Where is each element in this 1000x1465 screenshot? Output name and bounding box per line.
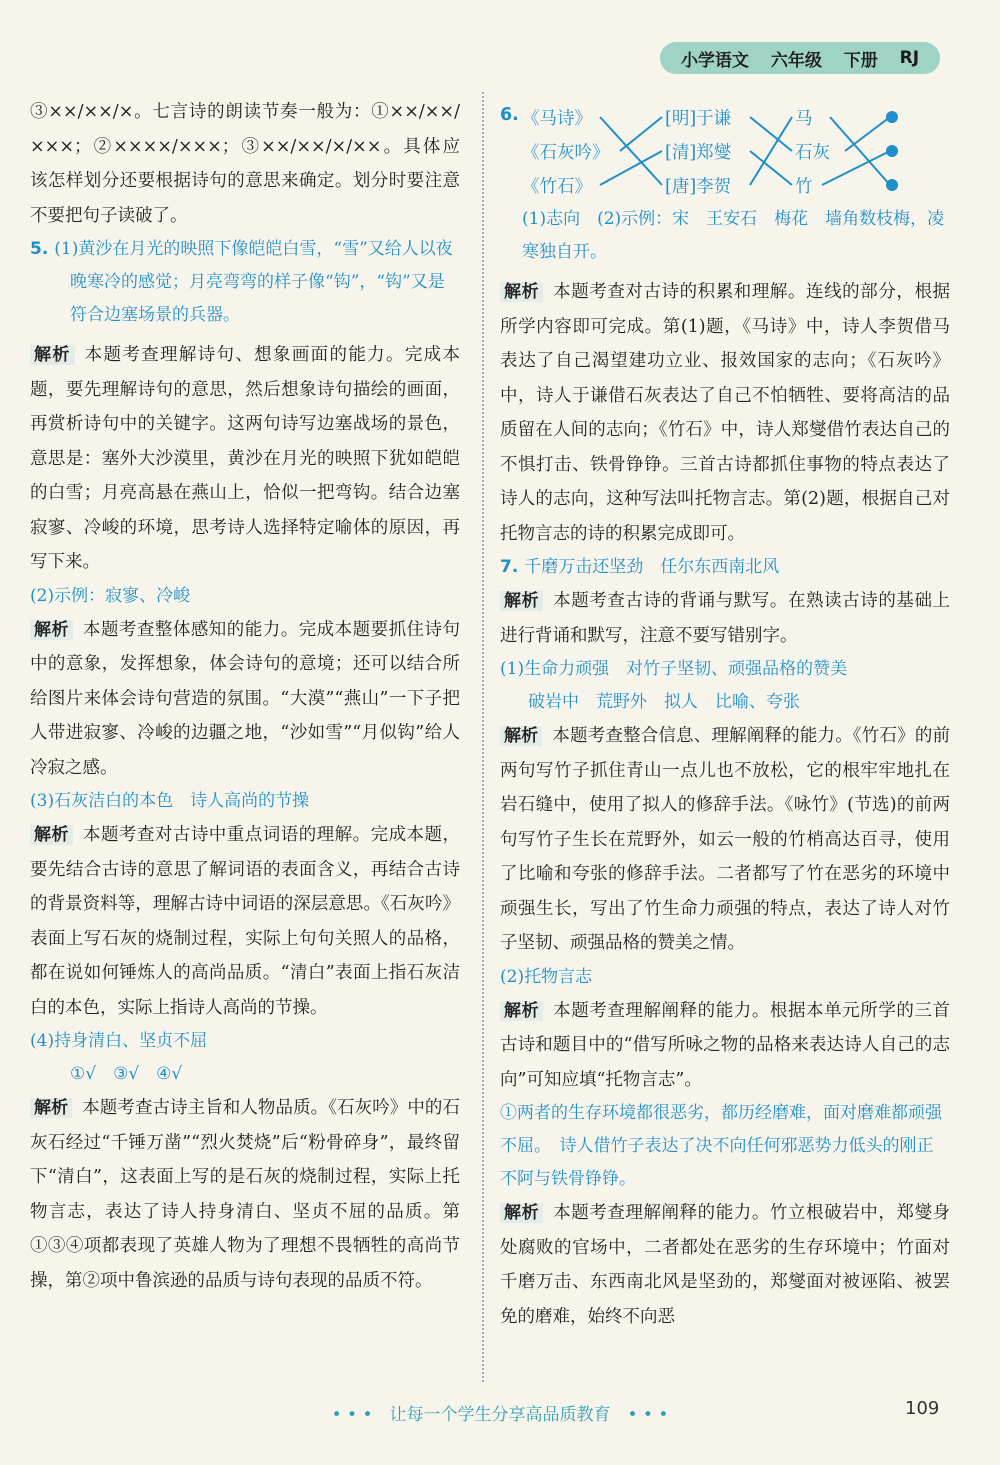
q5-analysis-3 [30, 818, 460, 1025]
analysis-label: 解析 [500, 1001, 543, 1021]
q5-analysis-4-text: 本题考查古诗主旨和人物品质。《石灰吟》中的石灰石经过“千锤万凿”“烈火焚烧”后“粉骨碎身”，最终留下“清白”，这表面上写的是石灰的烧制过程，实际上托物言志，表达了诗人持身清白、坚贞不屈的品质。第①③④项都表现了英雄人物为了理想不畏牺牲的高尚节操，第②项中鲁滨逊的品质与诗句表现的品质不符。 [30, 1098, 461, 1291]
q5-analysis-2-text: 本题考查整体感知的能力。完成本题要抓住诗句中的意象，发挥想象，体会诗句的意境；还可以结合所给图片来体会诗句营造的氛围。“大漠”“燕山”一下子把人带进寂寥、冷峻的边疆之地，“沙如雪”“月似钩”给人冷寂之感。 [30, 619, 461, 778]
match-author-2: [清]郑燮 [665, 143, 732, 163]
q7-answer-1 [500, 551, 950, 584]
q7-answer-3: (2)托物言志 [500, 966, 593, 987]
analysis-label: 解析 [500, 282, 543, 302]
q7-analysis-3-text: 本题考查理解阐释的能力。根据本单元所学的三首古诗和题目中的“借写所咏之物的品格来表达诗人自己的志向”可知应填“托物言志”。 [500, 1000, 951, 1090]
left-column [30, 95, 460, 1298]
match-poem-3: 《竹石》 [522, 177, 592, 197]
line-poem2-author1 [620, 117, 662, 151]
line-thing2-dot1 [845, 117, 890, 151]
q7-analysis-4-text: 本题考查理解阐释的能力。竹立根破岩中，郑燮身处腐败的官场中，二者都处在恶劣的生存环境中；竹面对千磨万击、东西南北风是坚劲的，郑燮面对被诬陷、被罢免的磨难，始终不向恶 [500, 1203, 951, 1327]
q5-answer-1 [30, 233, 460, 332]
header-edition: RJ [899, 48, 920, 68]
footer-slogan: • • • 让每一个学生分享高品质教育 • • • [331, 1405, 669, 1425]
q7-analysis-2 [500, 719, 950, 961]
q5-answer-2: (2)示例：寂寥、冷峻 [30, 585, 191, 606]
left-intro-text: ③××/××/×。七言诗的朗读节奏一般为：①××/××/×××；②××××/×××；③××/××/×/××。具体应该怎样划分还要根据诗句的意思来确定。划分时要注意不要把句子读破了。 [30, 102, 460, 226]
header-badge [660, 42, 940, 74]
match-dot-2 [886, 145, 898, 157]
q5-analysis-4 [30, 1091, 460, 1298]
right-column [500, 95, 950, 1334]
match-dot-3 [886, 179, 898, 191]
matching-lines [500, 99, 950, 199]
page-number: 109 [905, 1398, 940, 1419]
q7-answer-2: (1)生命力顽强 对竹子坚韧、顽强品格的赞美 [500, 659, 848, 679]
header-subject: 小学语文 [680, 50, 749, 71]
match-poem-1: 《马诗》 [522, 109, 592, 129]
match-dot-1 [886, 111, 898, 123]
match-thing-2: 石灰 [795, 143, 830, 163]
q6-analysis-text: 本题考查对古诗的积累和理解。连线的部分，根据所学内容即可完成。第(1)题，《马诗》中，诗人李贺借马表达了自己渴望建功立业、报效国家的志向；《石灰吟》中，诗人于谦借石灰表达了自己不怕牺牲、要将高洁的品质留在人间的志向；《竹石》中，诗人郑燮借竹表达自己的不惧打击、铁骨铮铮。三首古诗都抓住事物的特点表达了诗人的志向，这种写法叫托物言志。第(2)题，根据自己对托物言志的诗的积累完成即可。 [500, 282, 951, 544]
line-thing3-dot2 [822, 151, 890, 185]
q7-answer-1-text: 千磨万击还坚劲 任尔东西南北风 [524, 557, 780, 577]
match-author-3: [唐]李贺 [665, 177, 732, 197]
match-poem-2: 《石灰吟》 [522, 143, 610, 163]
line-poem3-author2 [600, 151, 662, 185]
line-thing1-dot3 [830, 117, 890, 185]
analysis-label: 解析 [30, 345, 75, 365]
line-poem1-author3 [600, 117, 662, 185]
analysis-label: 解析 [500, 591, 543, 611]
match-thing-3: 竹 [795, 177, 813, 197]
q7-analysis-1-text: 本题考查古诗的背诵与默写。在熟读古诗的基础上进行背诵和默写，注意不要写错别字。 [500, 591, 951, 646]
q5-answer-3: (3)石灰洁白的本色 诗人高尚的节操 [30, 791, 310, 811]
line-author2-thing3 [750, 151, 792, 185]
q5-analysis-1-text: 本题考查理解诗句、想象画面的能力。完成本题，要先理解诗句的意思，然后想象诗句描绘的画面，再赏析诗句中的关键字。这两句诗写边塞战场的景色，意思是：塞外大沙漠里，黄沙在月光的映照下犹如皑皑的白雪；月亮高悬在燕山上，恰似一把弯钩。结合边塞寂寥、冷峻的环境，思考诗人选择特定喻体的原因，再写下来。 [30, 345, 461, 572]
header-grade: 六年级 [770, 50, 822, 71]
q7-analysis-3 [500, 994, 950, 1098]
q5-number: 5. [30, 239, 49, 259]
analysis-label: 解析 [30, 1098, 72, 1118]
line-author1-thing2 [750, 117, 792, 151]
q7-number: 7. [500, 557, 519, 577]
q6-analysis [500, 275, 950, 551]
match-thing-1: 马 [795, 109, 813, 129]
q7-analysis-1 [500, 584, 950, 653]
analysis-label: 解析 [30, 825, 73, 845]
q5-answer-4: (4)持身清白、坚贞不屈 [30, 1031, 208, 1051]
q5-answer-4-choices: ①√ ③√ ④√ [70, 1064, 183, 1084]
q5-answer-1-text: (1)黄沙在月光的映照下像皑皑白雪，“雪”又给人以夜晚寒冷的感觉；月亮弯弯的样子像“钩”，“钩”又是符合边塞场景的兵器。 [54, 239, 453, 325]
q7-answer-4: ①两者的生存环境都很恶劣，都历经磨难，面对磨难都顽强不屈。 诗人借竹子表达了决不向任何邪恶势力低头的刚正不阿与铁骨铮铮。 [500, 1103, 942, 1189]
q7-analysis-4 [500, 1196, 950, 1334]
column-divider [482, 92, 484, 1382]
q6-matching-diagram [500, 99, 950, 199]
q5-analysis-2 [30, 613, 460, 786]
analysis-label: 解析 [500, 726, 542, 746]
analysis-label: 解析 [30, 620, 73, 640]
analysis-label: 解析 [500, 1203, 543, 1223]
q5-analysis-3-text: 本题考查对古诗中重点词语的理解。完成本题，要先结合古诗的意思了解词语的表面含义，再结合古诗的背景资料等，理解古诗中词语的深层意思。《石灰吟》表面上写石灰的烧制过程，实际上句句关照人的品格，都在说如何锤炼人的高尚品质。“清白”表面上指石灰洁白的本色，实际上指诗人高尚的节操。 [30, 825, 461, 1018]
header-volume: 下册 [843, 50, 878, 71]
q5-analysis-1 [30, 338, 460, 580]
q6-number: 6. [500, 105, 519, 125]
q7-answer-2b: 破岩中 荒野外 拟人 比喻、夸张 [528, 692, 800, 712]
q6-answer: (1)志向 (2)示例：宋 王安石 梅花 墙角数枝梅，凌寒独自开。 [522, 209, 945, 262]
match-author-1: [明]于谦 [665, 109, 732, 129]
line-author3-thing1 [750, 117, 792, 185]
q7-analysis-2-text: 本题考查整合信息、理解阐释的能力。《竹石》的前两句写竹子抓住青山一点儿也不放松，它的根牢牢地扎在岩石缝中，使用了拟人的修辞手法。《咏竹》(节选)的前两句写竹子生长在荒野外，如云一般的竹梢高达百寻，使用了比喻和夸张的修辞手法。二者都写了竹在恶劣的环境中顽强生长，写出了竹生命力顽强的特点，表达了诗人对竹子坚韧、顽强品格的赞美之情。 [500, 726, 951, 953]
